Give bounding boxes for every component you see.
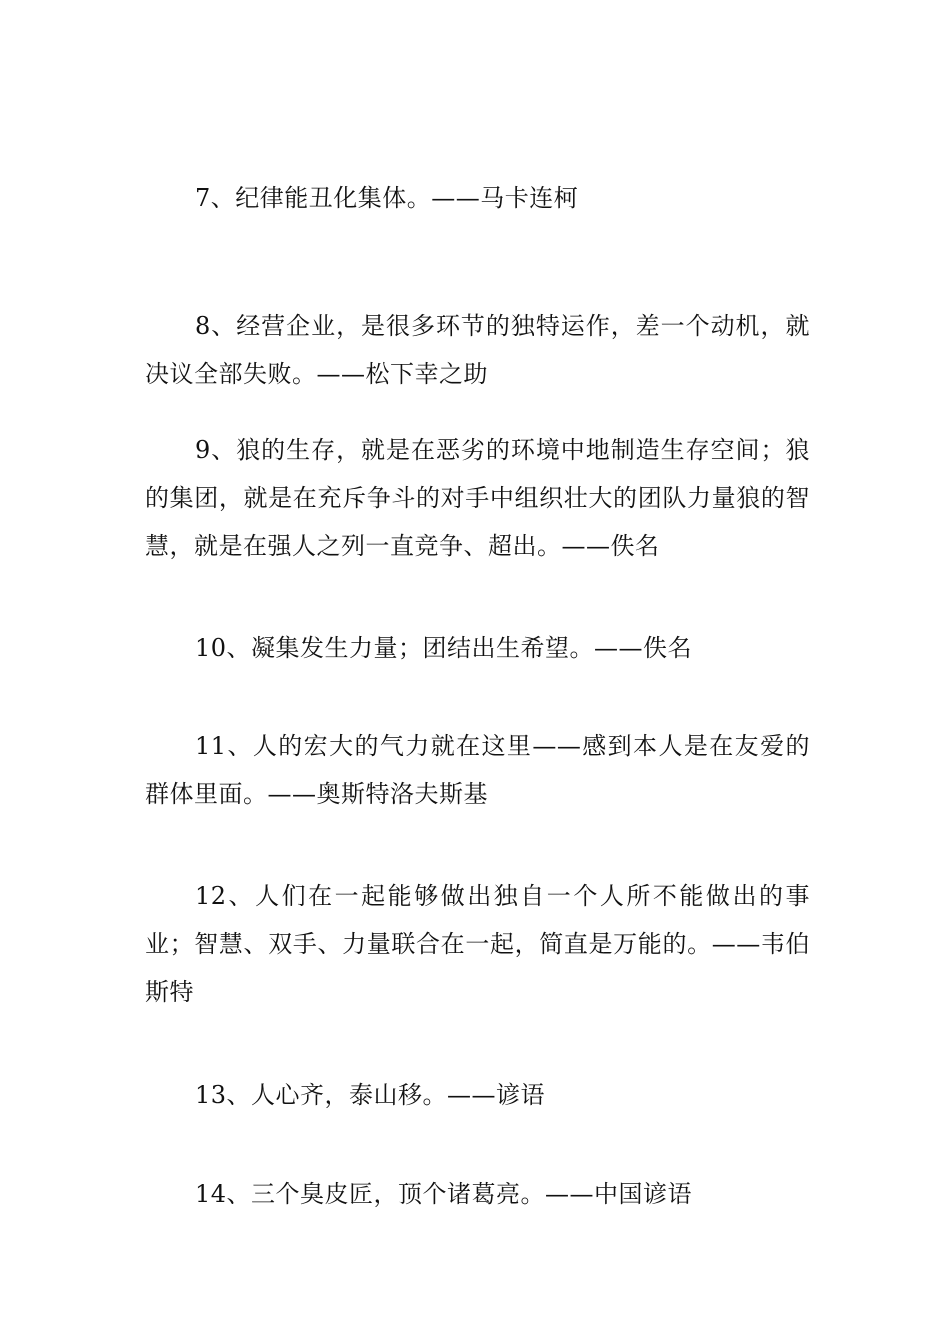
quote-paragraph-8: 8、经营企业，是很多环节的独特运作，差一个动机，就决议全部失败。——松下幸之助 bbox=[145, 312, 810, 388]
quote-paragraph-13: 13、人心齐，泰山移。——谚语 bbox=[195, 1081, 546, 1109]
quote-paragraph-12: 12、人们在一起能够做出独自一个人所不能做出的事业；智慧、双手、力量联合在一起，简直是万能的。——韦伯斯特 bbox=[145, 882, 810, 1006]
quote-paragraph-7: 7、纪律能丑化集体。——马卡连柯 bbox=[195, 184, 579, 212]
quote-paragraph-10: 10、凝集发生力量；团结出生希望。——佚名 bbox=[195, 634, 693, 662]
quote-paragraph-14: 14、三个臭皮匠，顶个诸葛亮。——中国谚语 bbox=[195, 1180, 693, 1208]
quote-paragraph-11: 11、人的宏大的气力就在这里——感到本人是在友爱的群体里面。——奥斯特洛夫斯基 bbox=[145, 732, 810, 808]
quote-paragraph-9: 9、狼的生存，就是在恶劣的环境中地制造生存空间；狼的集团，就是在充斥争斗的对手中组织壮大的团队力量狼的智慧，就是在强人之列一直竞争、超出。——佚名 bbox=[145, 436, 810, 560]
